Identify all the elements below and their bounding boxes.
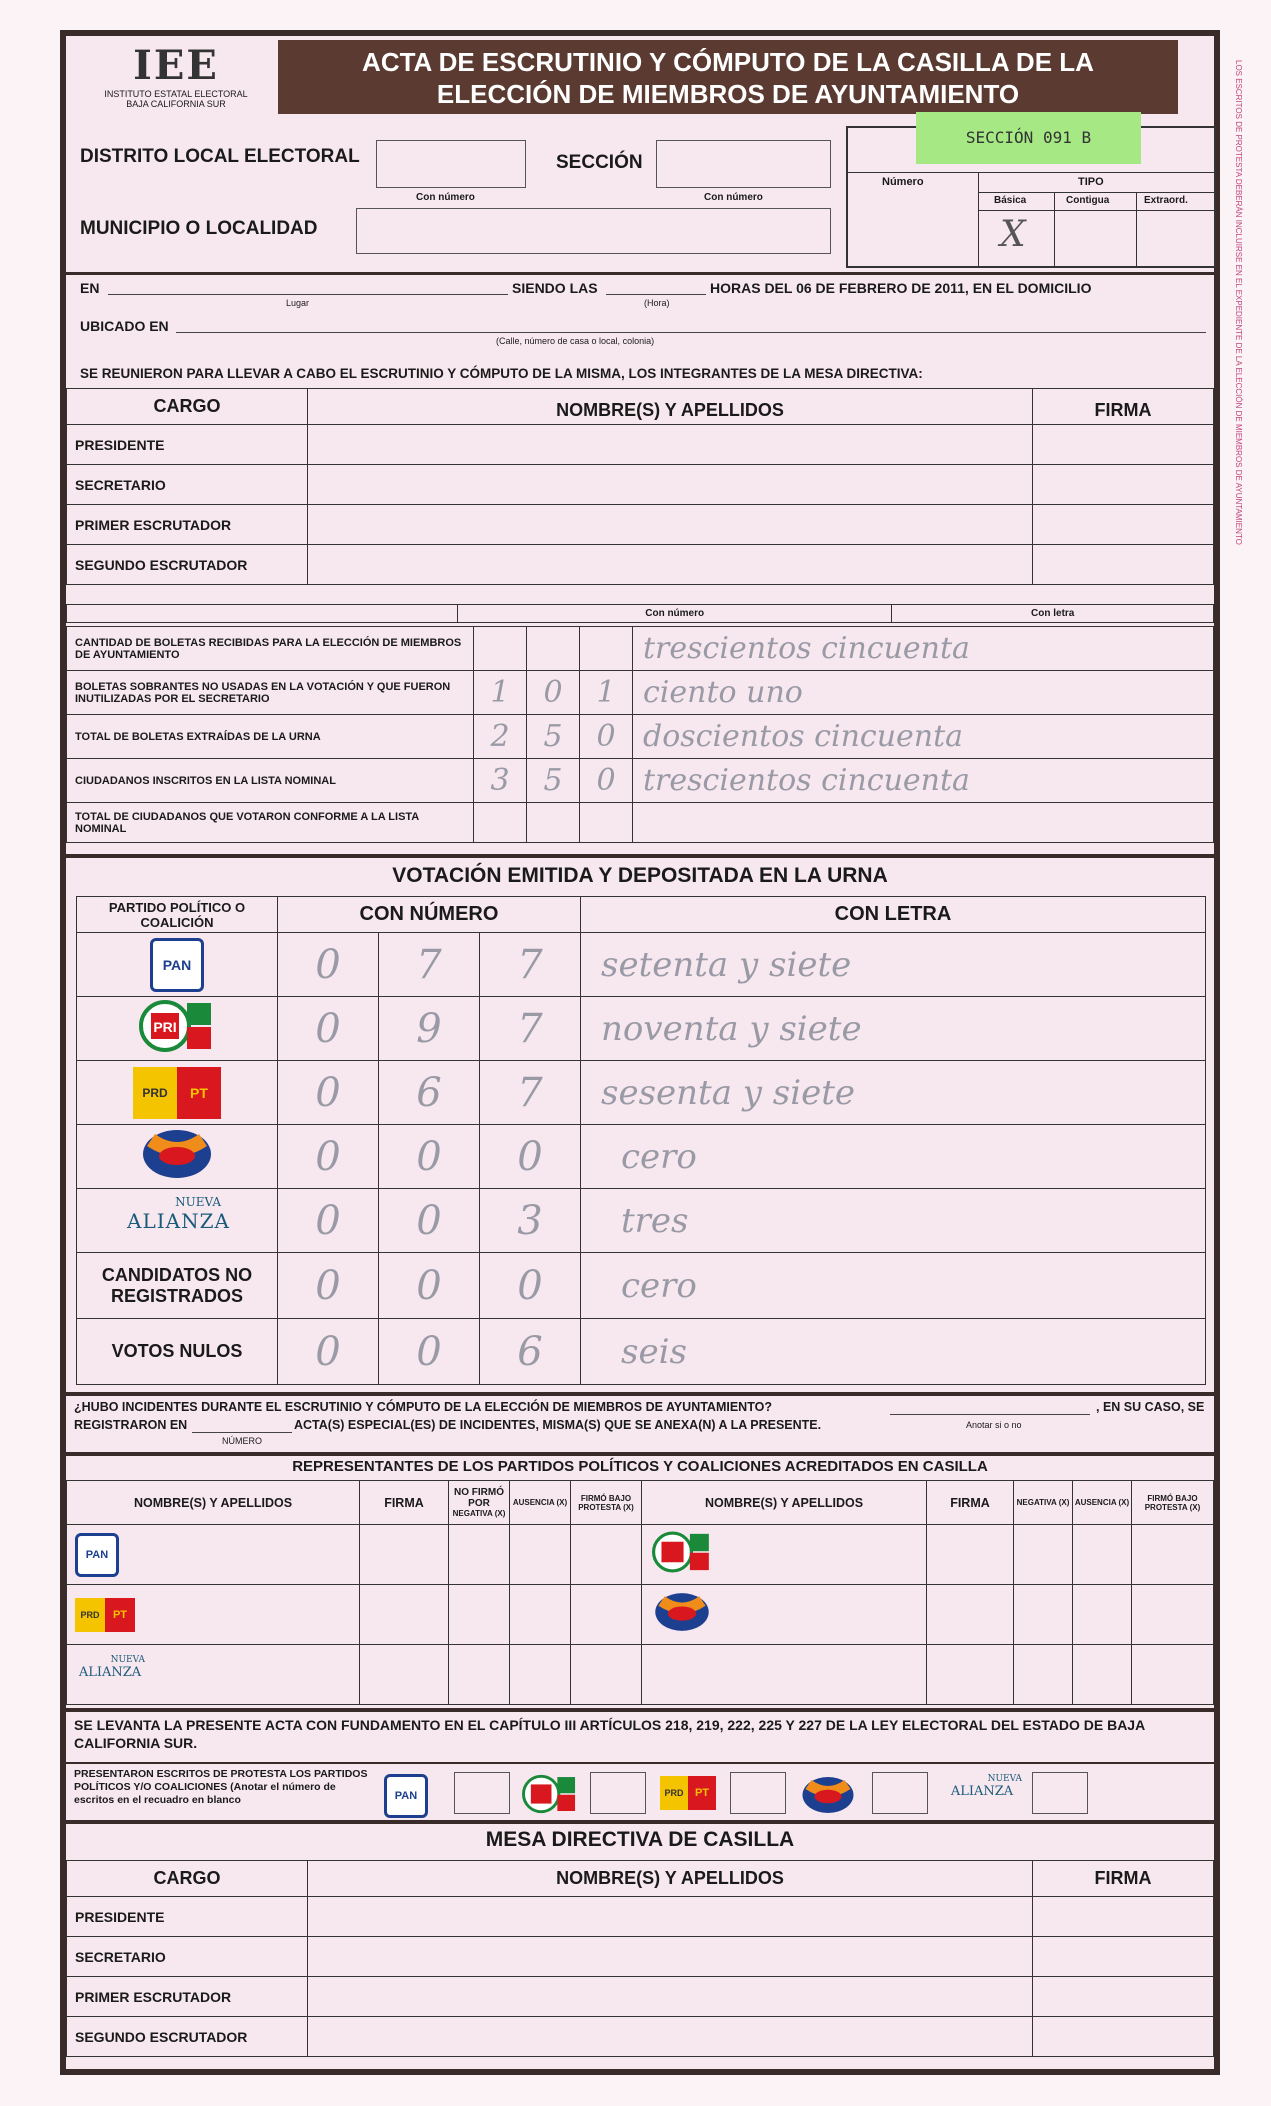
prd-pt-icon [75,1598,135,1632]
rep-check[interactable] [1014,1645,1073,1705]
mesa2-nombre-cell[interactable] [308,1977,1033,2017]
vote-digit[interactable]: 0 [379,1189,480,1253]
rep-negativa-header-2: NEGATIVA (X) [1014,1481,1073,1525]
rep-check[interactable] [1014,1525,1073,1585]
domicilio-line[interactable] [176,332,1206,333]
pan-logo [150,938,204,992]
no-registrados-label: CANDIDATOS NO REGISTRADOS [77,1253,278,1319]
rep-check[interactable] [1132,1525,1214,1585]
rep-cell[interactable] [67,1585,360,1645]
mesa1-cargo-header: CARGO [67,389,308,425]
rep-firma-header-2: FIRMA [927,1481,1014,1525]
prd-icon: PRD [660,1776,688,1810]
rep-protesta-header: FIRMÓ BAJO PROTESTA (X) [571,1481,642,1525]
vote-digit[interactable]: 7 [480,997,581,1061]
incidentes-numero-line[interactable] [192,1432,292,1433]
distrito-con-numero: Con número [416,192,475,203]
rep-check[interactable] [449,1525,510,1585]
vote-digit[interactable]: 0 [480,1253,581,1319]
mesa2-row-label: SEGUNDO ESCRUTADOR [67,2017,308,2057]
incidentes-numero-hint: NÚMERO [222,1436,262,1446]
mesa1-row-label: SECRETARIO [67,465,308,505]
vote-digit[interactable]: 0 [379,1125,480,1189]
party-cell [77,997,278,1061]
pt-icon: PT [688,1776,716,1810]
mesa1-nombre-cell[interactable] [308,425,1033,465]
rep-firma-header: FIRMA [360,1481,449,1525]
nueva-alianza-top: NUEVA [175,1194,221,1209]
pri-pvem-icon [522,1774,578,1814]
rep-check[interactable] [1073,1585,1132,1645]
rep-negativa-header [449,1481,510,1525]
mesa2-firma-cell[interactable] [1033,1937,1214,1977]
extraord-label: Extraord. [1144,195,1188,206]
rep-check[interactable] [1073,1645,1132,1705]
protesta-count-prdpt[interactable] [730,1772,786,1814]
rep-cell[interactable] [67,1645,360,1705]
nueva-alianza-logo [127,1194,230,1247]
seccion-field[interactable] [656,140,831,188]
pri-pvem-logo [139,999,215,1053]
seccion-con-numero: Con número [704,192,763,203]
svg-text:PRI: PRI [153,1019,177,1035]
mesa2-firma-cell[interactable] [1033,1977,1214,2017]
mesa2-row-label: SECRETARIO [67,1937,308,1977]
rep-ausencia-header: AUSENCIA (X) [510,1481,571,1525]
mesa1-firma-cell[interactable] [1033,505,1214,545]
pt-icon: PT [177,1067,221,1119]
vote-digit[interactable]: 0 [278,997,379,1061]
reunieron-text: SE REUNIERON PARA LLEVAR A CABO EL ESCRUTINIO Y CÓMPUTO DE LA MISMA, LOS INTEGRANTES DE LA MESA DIRECTIVA: [80,366,923,381]
vote-letra[interactable]: setenta y siete [581,933,1206,997]
protesta-na [942,1774,1022,1814]
rep-check[interactable] [449,1645,510,1705]
mesa2-firma-header: FIRMA [1033,1861,1214,1897]
rep-check[interactable] [571,1525,642,1585]
boletas-letra[interactable] [633,803,1214,843]
rep-check[interactable] [571,1585,642,1645]
numero-label: Número [882,176,924,188]
mesa2-row-label: PRESIDENTE [67,1897,308,1937]
mesa1-row-label: PRESIDENTE [67,425,308,465]
protesta-text: PRESENTARON ESCRITOS DE PROTESTA LOS PARTIDOS POLÍTICOS Y/O COALICIONES (Anotar el número de escritos en el recuadro en blanco [74,1768,368,1806]
mesa1-firma-cell[interactable] [1033,465,1214,505]
votos-nulos-label: VOTOS NULOS [77,1319,278,1385]
vote-letra[interactable]: cero [581,1253,1206,1319]
municipio-field[interactable] [356,208,831,254]
votacion-title: VOTACIÓN EMITIDA Y DEPOSITADA EN LA URNA [392,864,888,887]
boletas-letra[interactable]: trescientos cincuenta [633,759,1214,803]
incidentes-line1-end: , EN SU CASO, SE [1096,1400,1205,1414]
rep-check[interactable] [1132,1585,1214,1645]
vote-letra[interactable]: noventa y siete [581,997,1206,1061]
rep-negativa-label: NEGATIVA (X) [452,1509,506,1518]
rep-check[interactable] [510,1585,571,1645]
vote-digit[interactable]: 7 [480,1061,581,1125]
boletas-digit[interactable]: 0 [580,715,633,759]
vote-digit[interactable]: 6 [480,1319,581,1385]
boletas-table [66,604,1214,623]
rep-check[interactable] [510,1525,571,1585]
boletas-row-label: CIUDADANOS INSCRITOS EN LA LISTA NOMINAL [67,759,474,803]
rep-check[interactable] [510,1645,571,1705]
acta-sheet [60,30,1220,2075]
vote-digit[interactable]: 7 [480,933,581,997]
title-band [278,40,1178,114]
rep-check[interactable] [1014,1585,1073,1645]
mesa-table-1 [66,388,1214,585]
boletas-digit[interactable]: 0 [527,671,580,715]
logo-sub2: BAJA CALIFORNIA SUR [126,99,226,109]
vote-digit[interactable]: 0 [379,1253,480,1319]
ubicado-label: UBICADO EN [80,318,169,334]
mesa2-nombre-cell[interactable] [308,2017,1033,2057]
votacion-partido-header: PARTIDO POLÍTICO O COALICIÓN [77,897,278,933]
vote-digit[interactable]: 3 [480,1189,581,1253]
boletas-row-label: TOTAL DE CIUDADANOS QUE VOTARON CONFORME A LA LISTA NOMINAL [67,803,474,843]
pan-icon: PAN [384,1774,428,1818]
protesta-prdpt [660,1776,716,1810]
protesta-pan [384,1774,428,1818]
boletas-row-label: CANTIDAD DE BOLETAS RECIBIDAS PARA LA ELECCIÓN DE MIEMBROS DE AYUNTAMIENTO [67,627,474,671]
boletas-letra[interactable]: doscientos cincuenta [633,715,1214,759]
en-label: EN [80,280,100,296]
pt-icon: PT [105,1598,135,1632]
boletas-digit[interactable] [527,803,580,843]
prd-icon: PRD [133,1067,177,1119]
party-cell [77,933,278,997]
rep-nombre-header: NOMBRE(S) Y APELLIDOS [67,1481,360,1525]
fundamento-text: SE LEVANTA LA PRESENTE ACTA CON FUNDAMENTO EN EL CAPÍTULO III ARTÍCULOS 218, 219, 222, 225 Y 227 DE LA LEY ELECTORAL DEL ESTADO DE BAJA CALIFORNIA SUR. [74,1717,1145,1751]
na-top: NUEVA [110,1654,145,1665]
mesa2-cargo-header: CARGO [67,1861,308,1897]
vote-digit[interactable]: 0 [379,1319,480,1385]
boletas-digit[interactable] [580,627,633,671]
basica-label: Básica [994,195,1027,206]
rep-check[interactable] [1132,1645,1214,1705]
lugar-hint: Lugar [286,298,310,308]
boletas-row-label: BOLETAS SOBRANTES NO USADAS EN LA VOTACIÓN Y QUE FUERON INUTILIZADAS POR EL SECRETARIO [67,671,474,715]
votacion-numero-header: CON NÚMERO [278,897,581,933]
rep-check[interactable] [571,1645,642,1705]
na-bottom: ALIANZA [78,1664,142,1680]
boletas-digit[interactable]: 0 [580,759,633,803]
rep-check[interactable] [449,1585,510,1645]
boletas-digit[interactable]: 5 [527,759,580,803]
nueva-alianza-icon [75,1655,145,1695]
incidentes-line1: ¿HUBO INCIDENTES DURANTE EL ESCRUTINIO Y CÓMPUTO DE LA ELECCIÓN DE MIEMBROS DE AYUNTAMIENTO? [74,1400,772,1414]
convergencia-icon [798,1774,858,1816]
boletas-row-label: TOTAL DE BOLETAS EXTRAÍDAS DE LA URNA [67,715,474,759]
prd-pt-logo [133,1067,221,1119]
lugar-line[interactable] [108,294,508,295]
convergencia-icon [652,1590,712,1634]
rep-cell[interactable] [67,1525,360,1585]
mesa1-nombre-cell[interactable] [308,465,1033,505]
side-note: LOS ESCRITOS DE PROTESTA DEBERÁN INCLUIRSE EN EL EXPEDIENTE DE LA ELECCIÓN DE MIEMBROS DE AYUNTAMIENTO [1234,60,1243,545]
vote-letra[interactable]: seis [581,1319,1206,1385]
boletas-digit[interactable] [527,627,580,671]
na-bottom: ALIANZA [950,1784,1014,1799]
vote-digit[interactable]: 0 [480,1125,581,1189]
mesa1-nombre-header: NOMBRE(S) Y APELLIDOS [308,389,1033,425]
boletas-digit[interactable]: 3 [474,759,527,803]
boletas-letra-header: Con letra [892,605,1214,623]
basica-mark[interactable]: X [1000,214,1026,255]
rep-firma[interactable] [927,1645,1014,1705]
mesa2-nombre-header: NOMBRE(S) Y APELLIDOS [308,1861,1033,1897]
rep-cell[interactable] [642,1645,927,1705]
boletas-digit[interactable] [474,803,527,843]
boletas-digit[interactable]: 1 [474,671,527,715]
representantes-table [66,1480,1214,1705]
mesa1-firma-header: FIRMA [1033,389,1214,425]
boletas-digit[interactable]: 1 [580,671,633,715]
mesa1-row-label: SEGUNDO ESCRUTADOR [67,545,308,585]
incidentes-anotar-hint: Anotar si o no [966,1420,1022,1430]
rep-no-firmo-label: NO FIRMÓ POR [454,1487,504,1509]
votacion-table [76,896,1206,1385]
logo-text: IEE [133,42,219,89]
pri-pvem-icon [652,1530,712,1574]
representantes-title: REPRESENTANTES DE LOS PARTIDOS POLÍTICOS Y COALICIONES ACREDITADOS EN CASILLA [292,1458,988,1475]
convergencia-logo [139,1126,215,1182]
mesa1-row-label: PRIMER ESCRUTADOR [67,505,308,545]
mesa2-title: MESA DIRECTIVA DE CASILLA [485,1828,795,1851]
contigua-label: Contigua [1066,195,1110,206]
protesta-conv [798,1774,858,1821]
boletas-digit[interactable] [580,803,633,843]
rep-firma[interactable] [927,1525,1014,1585]
incidentes-line2: REGISTRARON EN [74,1418,188,1432]
party-cell [77,1061,278,1125]
vote-digit[interactable]: 0 [278,1125,379,1189]
rep-cell[interactable] [642,1585,927,1645]
mesa1-nombre-cell[interactable] [308,545,1033,585]
mesa2-nombre-cell[interactable] [308,1897,1033,1937]
incidentes-answer-line[interactable] [890,1414,1090,1415]
protesta-count-na[interactable] [1032,1772,1088,1814]
rep-nombre-header-2: NOMBRE(S) Y APELLIDOS [642,1481,927,1525]
vote-letra[interactable]: tres [581,1189,1206,1253]
na-top: NUEVA [987,1774,1022,1784]
distrito-label: DISTRITO LOCAL ELECTORAL [80,146,360,167]
boletas-digit[interactable]: 5 [527,715,580,759]
siendo-label: SIENDO LAS [512,280,598,296]
seccion-label: SECCIÓN [556,152,643,173]
rep-firma[interactable] [360,1525,449,1585]
rep-firma[interactable] [360,1585,449,1645]
vote-letra[interactable]: sesenta y siete [581,1061,1206,1125]
votacion-letra-header: CON LETRA [581,897,1206,933]
seccion-sticker: SECCIÓN 091 B [916,112,1141,164]
mesa2-nombre-cell[interactable] [308,1937,1033,1977]
party-cell [77,1125,278,1189]
vote-digit[interactable]: 7 [379,933,480,997]
mesa1-nombre-cell[interactable] [308,505,1033,545]
logo-sub1: INSTITUTO ESTATAL ELECTORAL [104,89,248,99]
prd-icon: PRD [75,1598,105,1632]
rep-ausencia-header-2: AUSENCIA (X) [1073,1481,1132,1525]
pan-icon: PAN [150,938,204,992]
calle-hint: (Calle, número de casa o local, colonia) [496,336,655,346]
hora-line[interactable] [606,294,706,295]
vote-digit[interactable]: 0 [278,1253,379,1319]
party-cell [77,1189,278,1253]
protesta-pri [522,1774,578,1819]
mesa2-row-label: PRIMER ESCRUTADOR [67,1977,308,2017]
distrito-field[interactable] [376,140,526,188]
vote-digit[interactable]: 9 [379,997,480,1061]
mesa1-firma-cell[interactable] [1033,545,1214,585]
boletas-letra[interactable]: ciento uno [633,671,1214,715]
boletas-digit[interactable]: 2 [474,715,527,759]
rep-firma[interactable] [927,1585,1014,1645]
boletas-letra[interactable]: trescientos cincuenta [633,627,1214,671]
rep-check[interactable] [1073,1525,1132,1585]
title-line1: ACTA DE ESCRUTINIO Y CÓMPUTO DE LA CASILLA DE LA [362,47,1094,77]
rep-protesta-header-2: FIRMÓ BAJO PROTESTA (X) [1132,1481,1214,1525]
nueva-alianza-bottom: ALIANZA [127,1208,230,1233]
protesta-count-pan[interactable] [454,1772,510,1814]
mesa-table-2 [66,1860,1214,2057]
vote-letra[interactable]: cero [581,1125,1206,1189]
horas-text: HORAS DEL 06 DE FEBRERO DE 2011, EN EL DOMICILIO [710,280,1092,296]
incidentes-line2-b: ACTA(S) ESPECIAL(ES) DE INCIDENTES, MISMA(S) QUE SE ANEXA(N) A LA PRESENTE. [294,1418,822,1432]
vote-digit[interactable]: 0 [278,933,379,997]
vote-digit[interactable]: 0 [278,1061,379,1125]
protesta-count-pri[interactable] [590,1772,646,1814]
boletas-numero-header: Con número [458,605,892,623]
vote-digit[interactable]: 0 [278,1319,379,1385]
boletas-digit[interactable] [474,627,527,671]
vote-digit[interactable]: 6 [379,1061,480,1125]
rep-cell[interactable] [642,1525,927,1585]
hora-hint: (Hora) [644,298,670,308]
boletas-rows [66,626,1214,843]
title-line2: ELECCIÓN DE MIEMBROS DE AYUNTAMIENTO [436,79,1020,109]
municipio-label: MUNICIPIO O LOCALIDAD [80,218,318,239]
mesa2-firma-cell[interactable] [1033,1897,1214,1937]
mesa2-firma-cell[interactable] [1033,2017,1214,2057]
protesta-count-conv[interactable] [872,1772,928,1814]
rep-firma[interactable] [360,1645,449,1705]
iee-logo [76,42,276,118]
vote-digit[interactable]: 0 [278,1189,379,1253]
pan-icon: PAN [75,1533,119,1577]
mesa1-firma-cell[interactable] [1033,425,1214,465]
tipo-label: TIPO [1078,176,1104,188]
